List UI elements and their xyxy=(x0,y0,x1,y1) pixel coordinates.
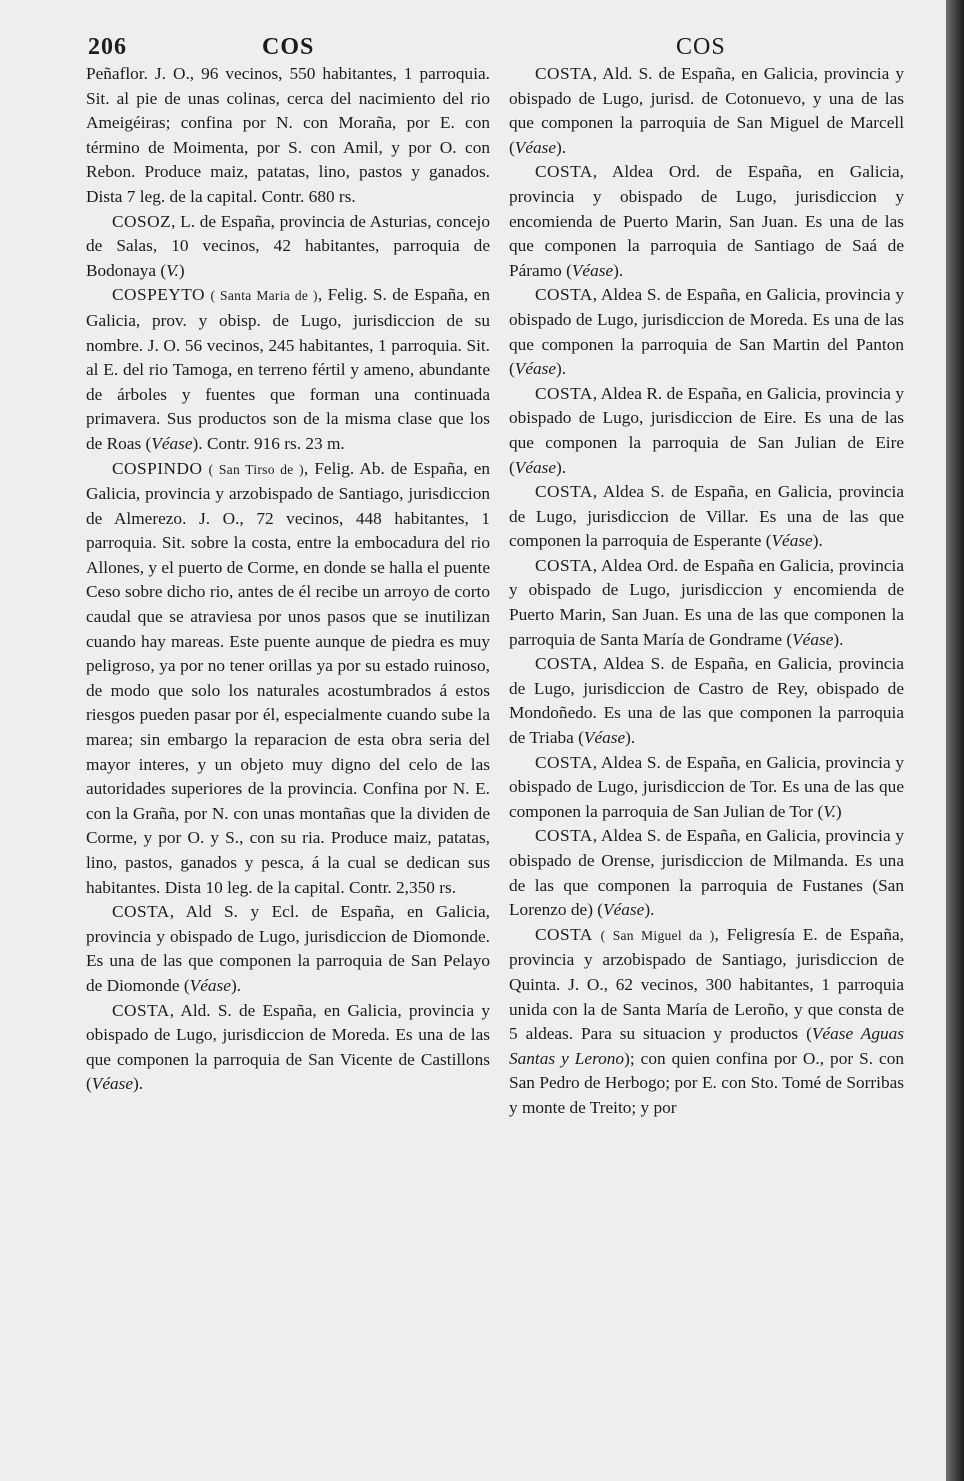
right-column xyxy=(509,62,904,1121)
vease-reference: Véase xyxy=(583,728,626,748)
vease-reference: Véase xyxy=(771,531,813,551)
entry-tail: ). xyxy=(644,900,655,920)
entry-text: , Aldea S. de España, en Galicia, provincia y obispado de Orense, jurisdiccion de Milmanda. Es una de las que componen la parroquia de Fustanes (San Lorenzo de) ( xyxy=(509,826,904,920)
entry-tail: ). xyxy=(833,629,844,649)
running-head-left: COS xyxy=(262,34,315,60)
vease-reference: Véase xyxy=(514,137,557,157)
dictionary-entry xyxy=(86,62,490,210)
dictionary-entry xyxy=(509,62,904,160)
entry-qualifier: ( San Tirso de ) xyxy=(208,461,304,477)
entry-text: , Felig. S. de España, en Galicia, prov. y obisp. de Lugo, jurisdiccion de su nombre. J. O. 56 vecinos, 245 habitantes, 1 parroquia. Sit. al E. del rio Tamoga, en terreno fértil y ameno, abundante de árboles y fuentes que forman una continuada primavera. Sus productos son de la misma clase que los de Roas ( xyxy=(86,285,490,453)
entry-qualifier: ( San Miguel da ) xyxy=(600,927,715,943)
running-head-right: COS xyxy=(676,34,726,60)
dictionary-entry xyxy=(509,824,904,922)
vease-reference: Véase xyxy=(514,359,557,379)
entry-tail: ). xyxy=(556,137,567,157)
entry-text: , Feligresía E. de España, provincia y arzobispado de Santiago, jurisdiccion de Quinta. J. O., 62 vecinos, 300 habitantes, 1 parroquia unida con la de Santa María de Leroño, y que consta de 5 aldeas. Para su situacion y productos ( xyxy=(509,924,904,1044)
entry-headword: COSPEYTO xyxy=(112,285,205,305)
dictionary-entry xyxy=(86,900,490,998)
entry-headword: COSTA xyxy=(535,924,593,944)
dictionary-entry xyxy=(509,382,904,480)
dictionary-entry xyxy=(86,457,490,901)
dictionary-entry xyxy=(509,160,904,283)
vease-reference: Véase xyxy=(603,900,645,920)
entry-text: Peñaflor. J. O., 96 vecinos, 550 habitantes, 1 parroquia. Sit. al pie de unas colinas, cerca del nacimiento del rio Ameigéiras; confina por N. con Moraña, por E. con término de Moimenta, por S. con Amil, y por O. con Rebon. Produce maiz, patatas, lino, pastos y ganados. Dista 7 leg. de la capital. Contr. 680 rs. xyxy=(86,64,490,206)
entry-tail: ). xyxy=(556,457,567,477)
entry-headword: COSTA xyxy=(535,482,593,502)
entry-text: , Aldea S. de España, en Galicia, provincia y obispado de Lugo, jurisdiccion de Tor. Es una de las que componen la parroquia de San Julian de Tor ( xyxy=(509,752,904,821)
vease-reference: V. xyxy=(166,260,179,280)
entry-text: , Ald. S. de España, en Galicia, provincia y obispado de Lugo, jurisd. de Cotonuevo, y una de las que componen la parroquia de San Miguel de Marcell ( xyxy=(509,64,904,157)
vease-reference: V. xyxy=(823,801,836,821)
left-column xyxy=(86,62,490,1097)
entry-text: , Ald. S. de España, en Galicia, provincia y obispado de Lugo, jurisdiccion de Moreda. Es una de las que componen la parroquia de San Vicente de Castillons ( xyxy=(86,1000,490,1094)
dictionary-entry xyxy=(509,751,904,825)
entry-headword: COSTA xyxy=(535,64,593,83)
entry-headword: COSOZ xyxy=(112,211,172,231)
entry-tail: ). xyxy=(133,1074,144,1094)
page-edge-shadow xyxy=(946,0,964,1481)
vease-reference: Véase Aguas Santas y Lerono xyxy=(509,1024,904,1068)
vease-reference: Véase xyxy=(514,457,557,477)
entry-text: , Aldea R. de España, en Galicia, provincia y obispado de Lugo, jurisdiccion de Eire. Es una de las que componen la parroquia de San Julian de Eire ( xyxy=(509,383,904,477)
entry-headword: COSTA xyxy=(535,654,593,674)
entry-text: , Aldea S. de España, en Galicia, provincia de Lugo, jurisdiccion de Castro de Rey, obispado de Mondoñedo. Es una de las que componen la parroquia de Triaba ( xyxy=(509,654,904,748)
entry-tail: ). Contr. 916 rs. 23 m. xyxy=(192,433,345,453)
dictionary-entry xyxy=(509,923,904,1121)
dictionary-entry xyxy=(86,210,490,284)
entry-qualifier: ( Santa Maria de ) xyxy=(210,288,318,304)
entry-tail: ). xyxy=(556,359,567,379)
entry-headword: COSTA xyxy=(535,555,593,575)
entry-text: , Felig. Ab. de España, en Galicia, provincia y arzobispado de Santiago, jurisdiccion de Almerezo. J. O., 72 vecinos, 448 habitantes, 1 parroquia. Sit. sobre la costa, entre la embocadura del rio Allones, y el puerto de Corme, en donde se halla el puente Ceso sobre dicho rio, antes de él recibe un arroyo de corto caudal que se atraviesa por unos pasos que se inutilizan cuando hay mareas. Este puente aunque de piedra es muy peligroso, ya por no tener orillas ya por su estado ruinoso, de modo que solo los naturales acostumbrados á estos riesgos pueden pasar por él, especialmente cuando sube la marea; sin embargo la reparacion de esta obra seria del mayor interes, y un objeto muy digno del celo de las autoridades superiores de la provincia. Confina por N. E. con la Graña, por N. con unas montañas que la dividen de Corme, y por O. y S., con su ria. Produce maiz, patatas, lino, pastos, ganados y pesca, á la cual se dedican sus habitantes. Dista 10 leg. de la capital. Contr. 2,350 rs. xyxy=(86,458,491,897)
vease-reference: Véase xyxy=(189,975,231,995)
entry-tail: ) xyxy=(178,260,185,280)
entry-headword: COSTA xyxy=(535,826,593,846)
entry-tail: ). xyxy=(625,728,636,748)
dictionary-entry xyxy=(86,999,490,1097)
entry-headword: COSTA xyxy=(535,383,593,403)
dictionary-entry xyxy=(509,652,904,750)
dictionary-entry xyxy=(509,554,904,652)
entry-headword: COSTA xyxy=(535,752,593,772)
entry-text: , L. de España, provincia de Asturias, concejo de Salas, 10 vecinos, 42 habitantes, parroquia de Bodonaya ( xyxy=(86,211,490,280)
entry-headword: COSPINDO xyxy=(112,458,203,478)
entry-tail: ) xyxy=(835,801,842,821)
entry-tail: ). xyxy=(812,531,823,551)
entry-headword: COSTA xyxy=(112,902,170,922)
entry-tail: ). xyxy=(613,260,624,280)
vease-reference: Véase xyxy=(91,1074,134,1094)
vease-reference: Véase xyxy=(571,260,614,280)
vease-reference: Véase xyxy=(792,629,834,649)
dictionary-entry xyxy=(509,480,904,554)
entry-text: , Aldea S. de España, en Galicia, provincia y obispado de Lugo, jurisdiccion de Moreda. Es una de las que componen la parroquia de San Martin del Panton ( xyxy=(509,285,904,379)
entry-text: , Aldea Ord. de España en Galicia, provincia y obispado de Lugo, jurisdiccion y encomienda de Puerto Marin, San Juan. Es una de las que componen la parroquia de Santa María de Gondrame ( xyxy=(509,555,904,649)
entry-headword: COSTA xyxy=(112,1000,170,1020)
entry-text: , Aldea Ord. de España, en Galicia, provincia y obispado de Lugo, jurisdiccion y encomienda de Puerto Marin, San Juan. Es una de las que componen la parroquia de Santiago de Saá de Páramo ( xyxy=(509,162,904,280)
vease-reference: Véase xyxy=(151,433,193,453)
entry-text: , Ald S. y Ecl. de España, en Galicia, provincia y obispado de Lugo, jurisdiccion de Diomonde. Es una de las que componen la parroquia de San Pelayo de Diomonde ( xyxy=(86,902,490,995)
dictionary-entry xyxy=(86,283,490,456)
entry-headword: COSTA xyxy=(535,162,593,182)
entry-tail: ); con quien confina por O., por S. con San Pedro de Herbogo; por E. con Sto. Tomé de Sorribas y monte de Treito; y por xyxy=(509,1048,904,1117)
page-number: 206 xyxy=(88,34,127,60)
entry-headword: COSTA xyxy=(535,285,593,305)
entry-text: , Aldea S. de España, en Galicia, provincia de Lugo, jurisdiccion de Villar. Es una de las que componen la parroquia de Esperante ( xyxy=(509,482,904,551)
dictionary-entry xyxy=(509,283,904,381)
entry-tail: ). xyxy=(230,975,242,995)
